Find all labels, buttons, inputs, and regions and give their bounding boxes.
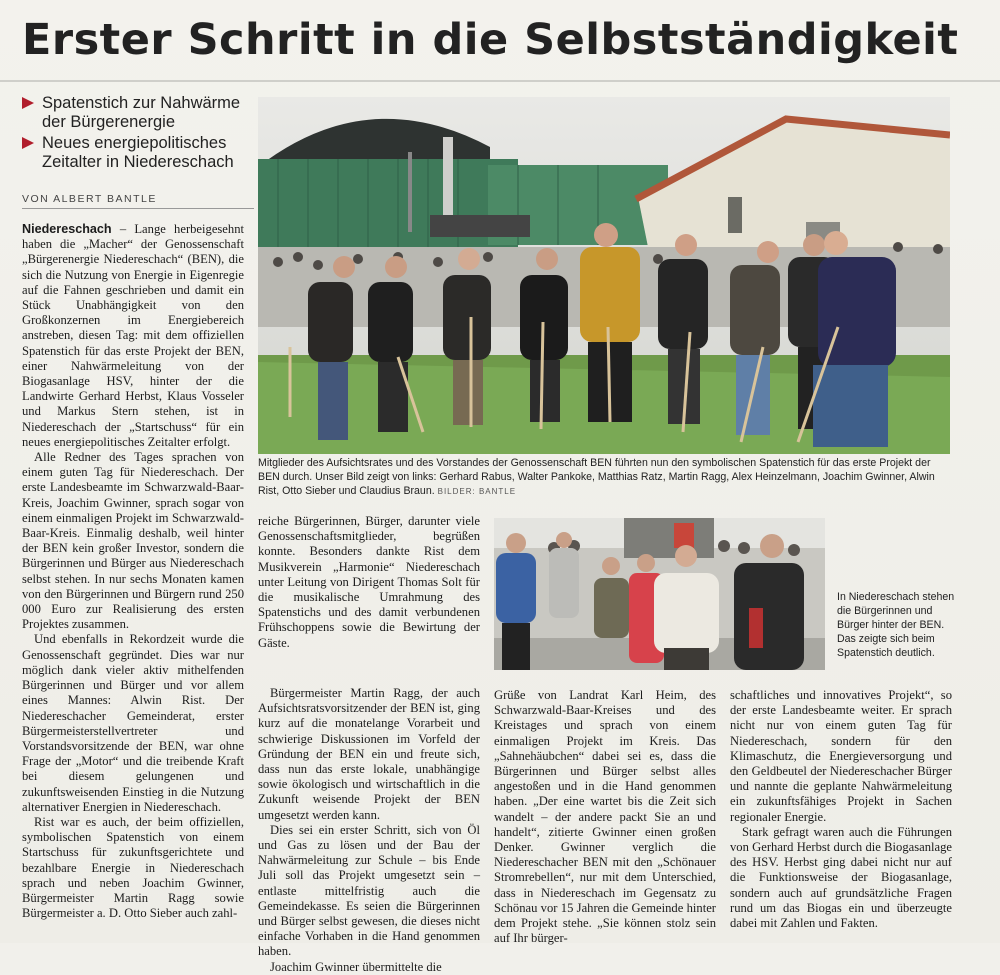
subhead-1-text: Spatenstich zur Nahwärme der Bürgerenergie bbox=[42, 94, 241, 131]
subhead-2 bbox=[22, 134, 254, 172]
paragraph: Grüße von Landrat Karl Heim, des Schwarzwald-Baar-Kreises und des Kreistages und sprach von einem einmaligen Projekt im Kreis. Das „Sahnehäubchen“ dabei sei es, dass die Bürgerinnen und Bürger selbst alles angestoßen und in die Hand genommen haben. „Der eine wartet bis die Zeit sich wandelt – der andere packt Sie an und handelt“, zitierte Gwinner einen großen Denker. Gwinner verglich die Niedereschacher BEN mit den „Schönauer Stromrebellen“, nur mit dem Unterschied, dass in Niedereschach im Gegensatz zu Schönau vor 15 Jahren die Gemeinde hinter dem Projekt stehe. „Sie können stolz sein auf Ihr bürger- bbox=[494, 688, 716, 946]
subhead-1 bbox=[22, 94, 254, 132]
paragraph-text: – Lange herbeigesehnt haben die „Macher“ der Genossenschaft „Bürgerenergie Niedereschach“ (BEN), die sich die Nutzung von Energie in Eigenregie auf die Fahnen geschrieben und damit ein Stück Unabhängigkeit von den Großkonzernen im Energiebereich anstreben, diesen Tag: mit dem offiziellen Spatenstich für das erste Projekt der BEN, einer Nahwärmeleitung von der Biogasanlage HSV, hinter der die Landwirte Gerhard Herbst, Klaus Vosseler und Markus Stern stehen, ist in Niedereschach der „Startschuss“ für ein neues energiepolitisches Zeitalter erfolgt. bbox=[22, 222, 244, 449]
triangle-bullet-icon bbox=[22, 97, 34, 109]
secondary-photo-caption: In Niedereschach stehen die Bürgerinnen und Bürger hinter der BEN. Das zeigte sich beim Spatenstich deutlich. bbox=[837, 591, 955, 659]
paragraph: Stark gefragt waren auch die Führungen von Gerhard Herbst durch die Biogasanlage des HSV. Herbst ging dabei nicht nur auf die Funktionsweise der Biogasanlage, sondern auch auf grundsätzliche Fragen rund um das Biogas ein und überzeugte dabei mit Zahlen und Fakten. bbox=[730, 824, 952, 931]
paragraph: Alle Redner des Tages sprachen von einem guten Tag für Niedereschach. Der erste Landesbeamte im Schwarzwald-Baar-Kreis, Joachim Gwinner, sprach sogar von einem einmaligen Projekt im Schwarzwald-Baar-Kreis. Einmalig deshalb, weil hinter der BEN kein großer Investor, sondern die Bürgerinnen und Bürger aus Niedereschach selbst stehen. In nur sechs Monaten kamen von den Bürgerinnen und Bürgern rund 250 000 Euro zur Realisierung des ersten Projektes zusammen. bbox=[22, 450, 244, 632]
subheadings bbox=[22, 94, 254, 174]
byline: VON ALBERT BANTLE bbox=[22, 193, 254, 209]
column-3 bbox=[494, 688, 716, 946]
triangle-bullet-icon bbox=[22, 137, 34, 149]
subhead-2-text: Neues energiepolitisches Zeitalter in Niedereschach bbox=[42, 134, 234, 171]
paragraph bbox=[22, 222, 244, 450]
headline-rule bbox=[0, 80, 1000, 82]
paragraph: Bürgermeister Martin Ragg, der auch Aufsichtsratsvorsitzender der BEN ist, ging kurz auf die monatelange Vorarbeit und schwierige Diskussionen im Vorfeld der Gründung der BEN ein und freute sich, dass nun das erste lokale, unabhängige sowie ökologisch und wirtschaftlich in die Zukunft weisende Projekt der BEN umgesetzt werden kann. bbox=[258, 686, 480, 822]
column-4 bbox=[730, 688, 952, 931]
paragraph: schaftliches und innovatives Projekt“, so der erste Landesbeamte weiter. Er sprach nicht nur von einem guten Tag für Niedereschach, sondern für den Klimaschutz, die Energieversorgung und den Geldbeutel der Niedereschacher Bürger und nannte die geplante Nahwärmeleitung ein zukunftsfähiges Projekt in Sachen regionaler Energie. bbox=[730, 688, 952, 824]
caption-text: Mitglieder des Aufsichtsrates und des Vorstandes der Genossenschaft BEN führten nun den symbolischen Spatenstich für das erste Projekt der BEN durch. Unser Bild zeigt von links: Gerhard Rabus, Walter Pankoke, Matthias Ratz, Martin Ragg, Alex Heinzelmann, Joachim Gwinner, Alwin Rist, Otto Sieber und Claudius Braun. bbox=[258, 457, 935, 497]
column-2 bbox=[258, 514, 480, 651]
column-1 bbox=[22, 222, 244, 921]
column-2-continued bbox=[258, 686, 480, 975]
paragraph: reiche Bürgerinnen, Bürger, darunter viele Genossenschaftsmitglieder, begrüßen konnte. Besonders dankte Rist dem Musikverein „Harmonie“ Niedereschach unter Leitung von Dirigent Thomas Solt für die musikalische Umrahmung des Spatenstichs und des damit verbundenen Frühschoppens sowie die Bewirtung der Gäste. bbox=[258, 514, 480, 650]
dateline: Niedereschach bbox=[22, 222, 112, 236]
paragraph: Und ebenfalls in Rekordzeit wurde die Genossenschaft gegründet. Dies war nur möglich dank vieler aktiv mithelfenden Bürgerinnen und Bürger und vor allem eines Mannes: Alwin Rist. Der Niedereschacher Gemeinderat, erster Bürgermeisterstellvertreter und Vorstandsvorsitzende der BEN, war ohne Frage der „Motor“ und die treibende Kraft bei diesem gelungenen und zukunftsweisenden Einstieg in die Nutzung alternativer Energien in Niedereschach. bbox=[22, 632, 244, 814]
secondary-photo bbox=[494, 518, 825, 670]
photo-credit: BILDER: BANTLE bbox=[437, 487, 517, 496]
paragraph: Rist war es auch, der beim offiziellen, symbolischen Spatenstich von einem Startschuss für zukunftsgerichtete und bezahlbare Energie in Niedereschach sprach und neben Joachim Gwinner, Bürgermeister Martin Ragg sowie Bürgermeister a. D. Otto Sieber auch zahl- bbox=[22, 814, 244, 921]
paragraph: Dies sei ein erster Schritt, sich von Öl und Gas zu lösen und der Bau der Nahwärmeleitung zur Schule – bis Ende Juli soll das Projekt umgesetzt sein – entlaste mittelfristig auch die Gemeindekasse. Es seien die Bürgerinnen und Bürger selbst gewesen, die dieses nicht einfache Vorhaben in die Hand genommen haben. bbox=[258, 822, 480, 959]
main-photo-caption bbox=[258, 456, 950, 499]
paragraph: Joachim Gwinner übermittelte die bbox=[270, 959, 442, 974]
headline: Erster Schritt in die Selbstständigkeit bbox=[22, 15, 959, 65]
main-photo bbox=[258, 97, 950, 454]
